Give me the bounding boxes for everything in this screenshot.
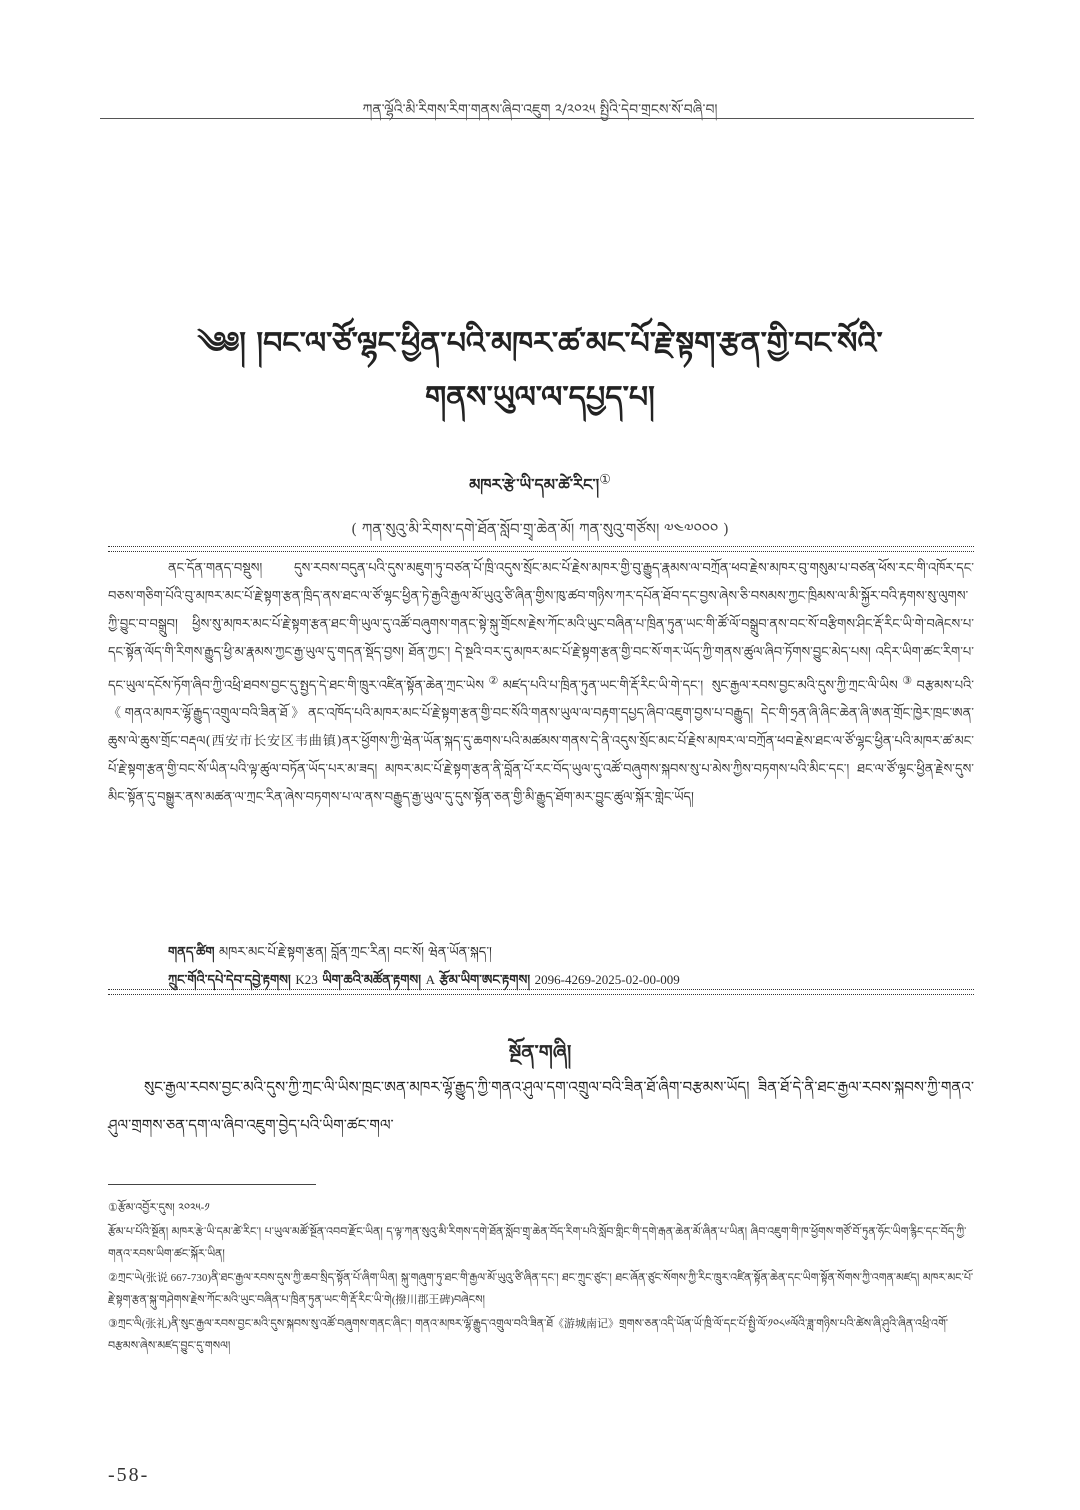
footnote-2-zh-name: (张说 667-730) <box>142 1272 211 1284</box>
footnote-ref-3[interactable]: ③ <box>897 674 917 687</box>
journal-header: ཀན་ལྷོའི་མི་རིགས་རིག་གནས་ཞིབ་འཇུག ༢/༢༠༢༥ སྤྱིའི་དེབ་གྲངས་སོ་བཞི་བ། <box>362 102 718 118</box>
footnote-3-end: གྲགས་ཅན་འདི་ཡོན་ཡོ་ཁྲི་ལོ་དང་པོ་སྤྱི་ལོ་༡༠༨༦ལོའི་ཟླ་གཉིས་པའི་ཚེས་ཞི་ཤུའི་ཞིན་འཕྲི་འགོ་བརྩམས་ཞེས་མཛད་བྱུང་དུ་གསལ། <box>108 1317 949 1352</box>
affiliation: ( ཀན་སུའུ་མི་རིགས་དགེ་ཐོན་སློབ་གྲྭ་ཆེན་མོ། ཀན་སུའུ་གཙོས། ༧༤༧༠༠༠ ) <box>351 520 729 538</box>
footnote-2 <box>108 1267 974 1311</box>
footnote-1-received: ①རྩོམ་འབྱོར་དུས། ༢༠༢༥-༡ <box>108 1201 210 1214</box>
footnote-3-text: ནི་སུང་རྒྱལ་རབས་བྱང་མའི་དུས་སྐབས་སུ་འཚོ་བཞུགས་གནང་ཞིང་། གནའ་མཁར་ལྷོ་རྒྱུད་འགྲུལ་བའི་ཟིན་ཐོ <box>171 1317 553 1330</box>
keywords-value: མཁར་མང་པོ་རྗེ་སྟག་རྩན། བློན་ཀྲང་རིན། བང་སོ། ཝེན་ཡོན་སྐད་། <box>219 945 492 960</box>
footnote-2-end: བཞེངས། <box>454 1293 485 1306</box>
article-title-line1: ༄༅། །བང་ལ་ཙོ་ལྷང་ཕྱིན་པའི་མཁར་ཚ་མང་པོ་རྗེ་སྟག་རྩན་གྱི་བང་སོའི་ <box>197 326 883 361</box>
footnote-2-name: ②ཀྲང་ཡེ <box>108 1271 143 1284</box>
doc-code-label: ཡིག་ཆའི་མཚོན་རྟགས། <box>322 973 422 988</box>
abstract-place-zh: 西安市长安区韦曲镇 <box>210 734 337 750</box>
abstract-bottom-rule <box>108 989 974 995</box>
doc-code-value: A <box>425 972 435 987</box>
classification-line <box>168 965 680 1002</box>
abstract-text-2: མཛད་པའི་པ་ཁྲིན་ཏུན་ཡང་གི་རྡོ་རིང་ཡི་གེ་དང་། སུང་རྒྱལ་རབས་བྱང་མའི་དུས་ཀྱི་ཀྲང་ལི་ཡིས <box>502 678 898 694</box>
abstract-top-rule <box>108 546 974 552</box>
abstract-text-3: བརྩམས་པའི་《གནའ་མཁར་ལྷོ་རྒྱུད་འགྲུལ་བའི་ཟིན་ཐོ》ནང་འཁོད་པའི་མཁར་མང་པོ་རྗེ་སྟག་རྩན་གྱི་བང་སོའི་གནས་ཡུལ་ལ་བརྟག་དཔྱད་ཞིབ་འཇུག་བྱས་པ་བརྒྱུད། དེང་གི་ཧྲན་ཞི་ཞིང་ཆེན་ཞི་ཨན་གྲོང་ཁྱེར་ཁྲང་ཨན་ཆུས་ལེ་ཆུས་གྲོང་བརྡལ( <box>108 678 974 750</box>
footnote-2-text: ནི་ཐང་རྒྱལ་རབས་དུས་ཀྱི་ཆབ་སྲིད་སྟོན་པོ་ཞིག་ཡིན། སྐུ་གཞུག་ཏུ་ཐང་གི་རྒྱལ་མོ་ཡུའུ་ཙི་ཞིན་དང་། ཐང་ཀྲུང་ཙུང་། ཐང་ཞོན་ཙུང་སོགས་ཀྱི་རིང་ཁྲུར་འཛིན་སྟོན་ཆེན་དང་ཡིག་སྟོན་སོགས་ཀྱི་འགན་མཛད། མཁར་མང་པོ་རྗེ་སྟག་རྩན་སྐུ་གཤེགས་རྗེས་ཀོང་མའི་ཡུང་བཞིན་པ་ཁྲིན་ཏུན་ཡང་གི་རྡོ་རིང་ཡི་གེ <box>108 1271 974 1306</box>
footnotes <box>108 1197 974 1359</box>
article-no-value: 2096-4269-2025-02-00-009 <box>534 972 680 987</box>
footnote-1-author-bio: རྩོམ་པ་པོའི་སྔོན། མཁར་རྩེ་ཡི་དམ་ཚེ་རིང་། པ་ཡུལ་མཚོ་སྔོན་འབབ་རྫོང་ཡིན། ད་ལྟ་ཀན་སུའུ་མི་རིགས་དགེ་ཐོན་སློབ་གྲྭ་ཆེན་བོད་རིག་པའི་སློབ་གླིང་གི་དགེ་རྒན་ཆེན་མོ་ཞིན་པ་ཡིན། ཞིབ་འཇུག་གི་ཁ་ཕྱོགས་གཙོ་བོ་ཏུན་ཧོང་ཡིག་རྙིང་དང་བོད་ཀྱི་གནའ་རབས་ཡིག་ཚང་སྐོར་ཡིན། <box>108 1225 967 1260</box>
article-no-label: རྩོམ་ཡིག་ཨང་རྟགས། <box>439 973 531 988</box>
footnote-rule <box>108 1184 316 1185</box>
body-paragraph <box>108 1068 974 1144</box>
author-name: མཁར་རྩེ་ཡི་དམ་ཚེ་རིང་། <box>469 475 600 494</box>
author-line <box>0 467 1080 512</box>
keywords-label: གནད་ཚིག <box>168 945 215 960</box>
article-title-line2: གནས་ཡུལ་ལ་དཔྱད་པ། <box>425 380 655 415</box>
abstract <box>108 555 974 812</box>
footnote-3-name: ③ཀྲང་ལི <box>108 1317 142 1330</box>
footnote-3 <box>108 1313 974 1357</box>
clc-value: K23 <box>295 972 318 987</box>
footnote-ref-2[interactable]: ② <box>484 674 503 687</box>
abstract-text-4: )ནར་ཕྱོགས་ཀྱི་ཝེན་ཡོན་སྐད་དུ་ཆགས་པའི་མཚམས་གནས་དེ་ནི་འདུས་སྲོང་མང་པོ་རྗེས་མཁར་ལ་བཀྲོན་ཕབ་རྗེས་ཐང་ལ་ཙོ་ལྷང་ཕྱིན་པའི་མཁར་ཚ་མང་པོ་རྗེ་སྟག་རྩན་གྱི་བང་སོ་ཡིན་པའི་ལྟ་ཚུལ་བཏོན་ཡོད་པར་མ་ཟད། མཁར་མང་པོ་རྗེ་སྟག་རྩན་ནི་བློན་པོ་རང་བོད་ཡུལ་དུ་འཚོ་བཞུགས་སྐབས་སུ་པ་མེས་ཀྱིས་བཏགས་པའི་མིང་དང་། ཐང་ལ་ཙོ་ལྷང་ཕྱིན་རྗེས་དུས་མིང་སྟོན་དུ་བསྒྱུར་ནས་མཚན་ལ་ཀྲང་རིན་ཞེས་བཏགས་པ་ལ་ནས་བརྒྱུད་རྒྱ་ཡུལ་དུ་དུས་སྟོན་ཅན་གྱི་མི་རྒྱུད་ཐོག་མར་བྱུང་ཚུལ་སྐོར་གླེང་ཡོད། <box>108 734 974 806</box>
footnote-2-zh-stele: (撥川郡王碑) <box>391 1294 455 1306</box>
section-heading: སྔོན་གཞི། <box>508 1040 572 1064</box>
abstract-text-1: ནང་དོན་གནད་བསྡུས། དུས་རབས་བདུན་པའི་དུས་མཇུག་ཏུ་བཙན་པོ་ཁྲི་འདུས་སྲོང་མང་པོ་རྗེས་མཁར་གྱི་བུ་རྒྱུད་རྣམས་ལ་བཀྲོན་ཕབ་རྗེས་མཁར་བུ་གསུམ་པ་བཙན་ཕོས་རང་གི་འཁོར་དང་བཅས་གཅིག་པོའི་བུ་མཁར་མང་པོ་རྗེ་སྟག་རྩན་ཁྲིད་ནས་ཐང་ལ་ཙོ་ལྷང་ཕྱིན་ཏེ་རྒྱའི་རྒྱལ་མོ་ཡུའུ་ཙི་ཞིན་གྱིས་ཁུ་ཚབ་གཉིས་ཀར་དཔོན་ཐོབ་དང་བྱས་ཞེས་ཅི་བསམས་ཀྱང་ཁྲིམས་ལ་མི་སྐྱོར་བའི་རྟགས་སུ་ལུགས་ཀྱི་བྱུང་བ་བསྒྲུབ། ཕྱིས་སུ་མཁར་མང་པོ་རྗེ་སྟག་རྩན་ཐང་གི་ཡུལ་དུ་འཚོ་བཞུགས་གནང་སྟེ་སྐུ་གྲོངས་རྗེས་ཀོང་མའི་ཡུང་བཞིན་པ་ཁྲིན་ཏུན་ཡང་གི་ཚོ་ལོ་བསྒྲུབ་ནས་བང་སོ་བརྩིགས་ཤིང་རྡོ་རིང་ཡི་གེ་བཞེངས་པ་དང་སྟོན་ལོད་གི་རིགས་རྒྱུད་ཕྱི་མ་རྣམས་ཀྱང་རྒྱ་ཡུལ་དུ་གདན་སྡོད་བྱས། ཐོན་ཀྱང་། དེ་སྔའི་བར་དུ་མཁར་མང་པོ་རྗེ་སྟག་རྩན་གྱི་བང་སོ་གར་ཡོད་ཀྱི་གནས་ཚུལ་ཞིབ་ཏོགས་བྱུང་མེད་པས། འདིར་ཡིག་ཚང་རིག་པ་དང་ཡུལ་དངོས་ཏོག་ཞིབ་ཀྱི་འཕྲི་ཐབས་བྱང་དུ་སྤྱད་དེ་ཐང་གི་ཁྲུར་འཛིན་སྟོན་ཆེན་ཀྲང་ཡེས <box>108 561 974 694</box>
body-paragraph-text: སུང་རྒྱལ་རབས་བྱང་མའི་དུས་ཀྱི་ཀྲང་ལི་ཡིས་ཁྲང་ཨན་མཁར་ལྷོ་རྒྱུད་ཀྱི་གནའ་ཤུལ་དག་འགྲུལ་བའི་ཟིན་ཐོ་ཞིག་བརྩམས་ཡོད། ཟིན་ཐོ་དེ་ནི་ཐང་རྒྱལ་རབས་སྐབས་ཀྱི་གནའ་ཤུལ་གྲགས་ཅན་དག་ལ་ཞིབ་འཇུག་བྱེད་པའི་ཡིག་ཚང་གལ་ <box>108 1078 974 1134</box>
footnote-3-zh-name: (张礼) <box>141 1318 172 1330</box>
footnote-3-zh-book: 《游城南记》 <box>552 1318 619 1330</box>
page-number: -58- <box>108 1464 150 1486</box>
author-footnote-mark[interactable]: ① <box>599 472 611 488</box>
clc-label: ཀྲུང་གོའི་དཔེ་དེབ་དབྱེ་རྟགས། <box>168 973 291 988</box>
header-rule <box>100 118 974 119</box>
